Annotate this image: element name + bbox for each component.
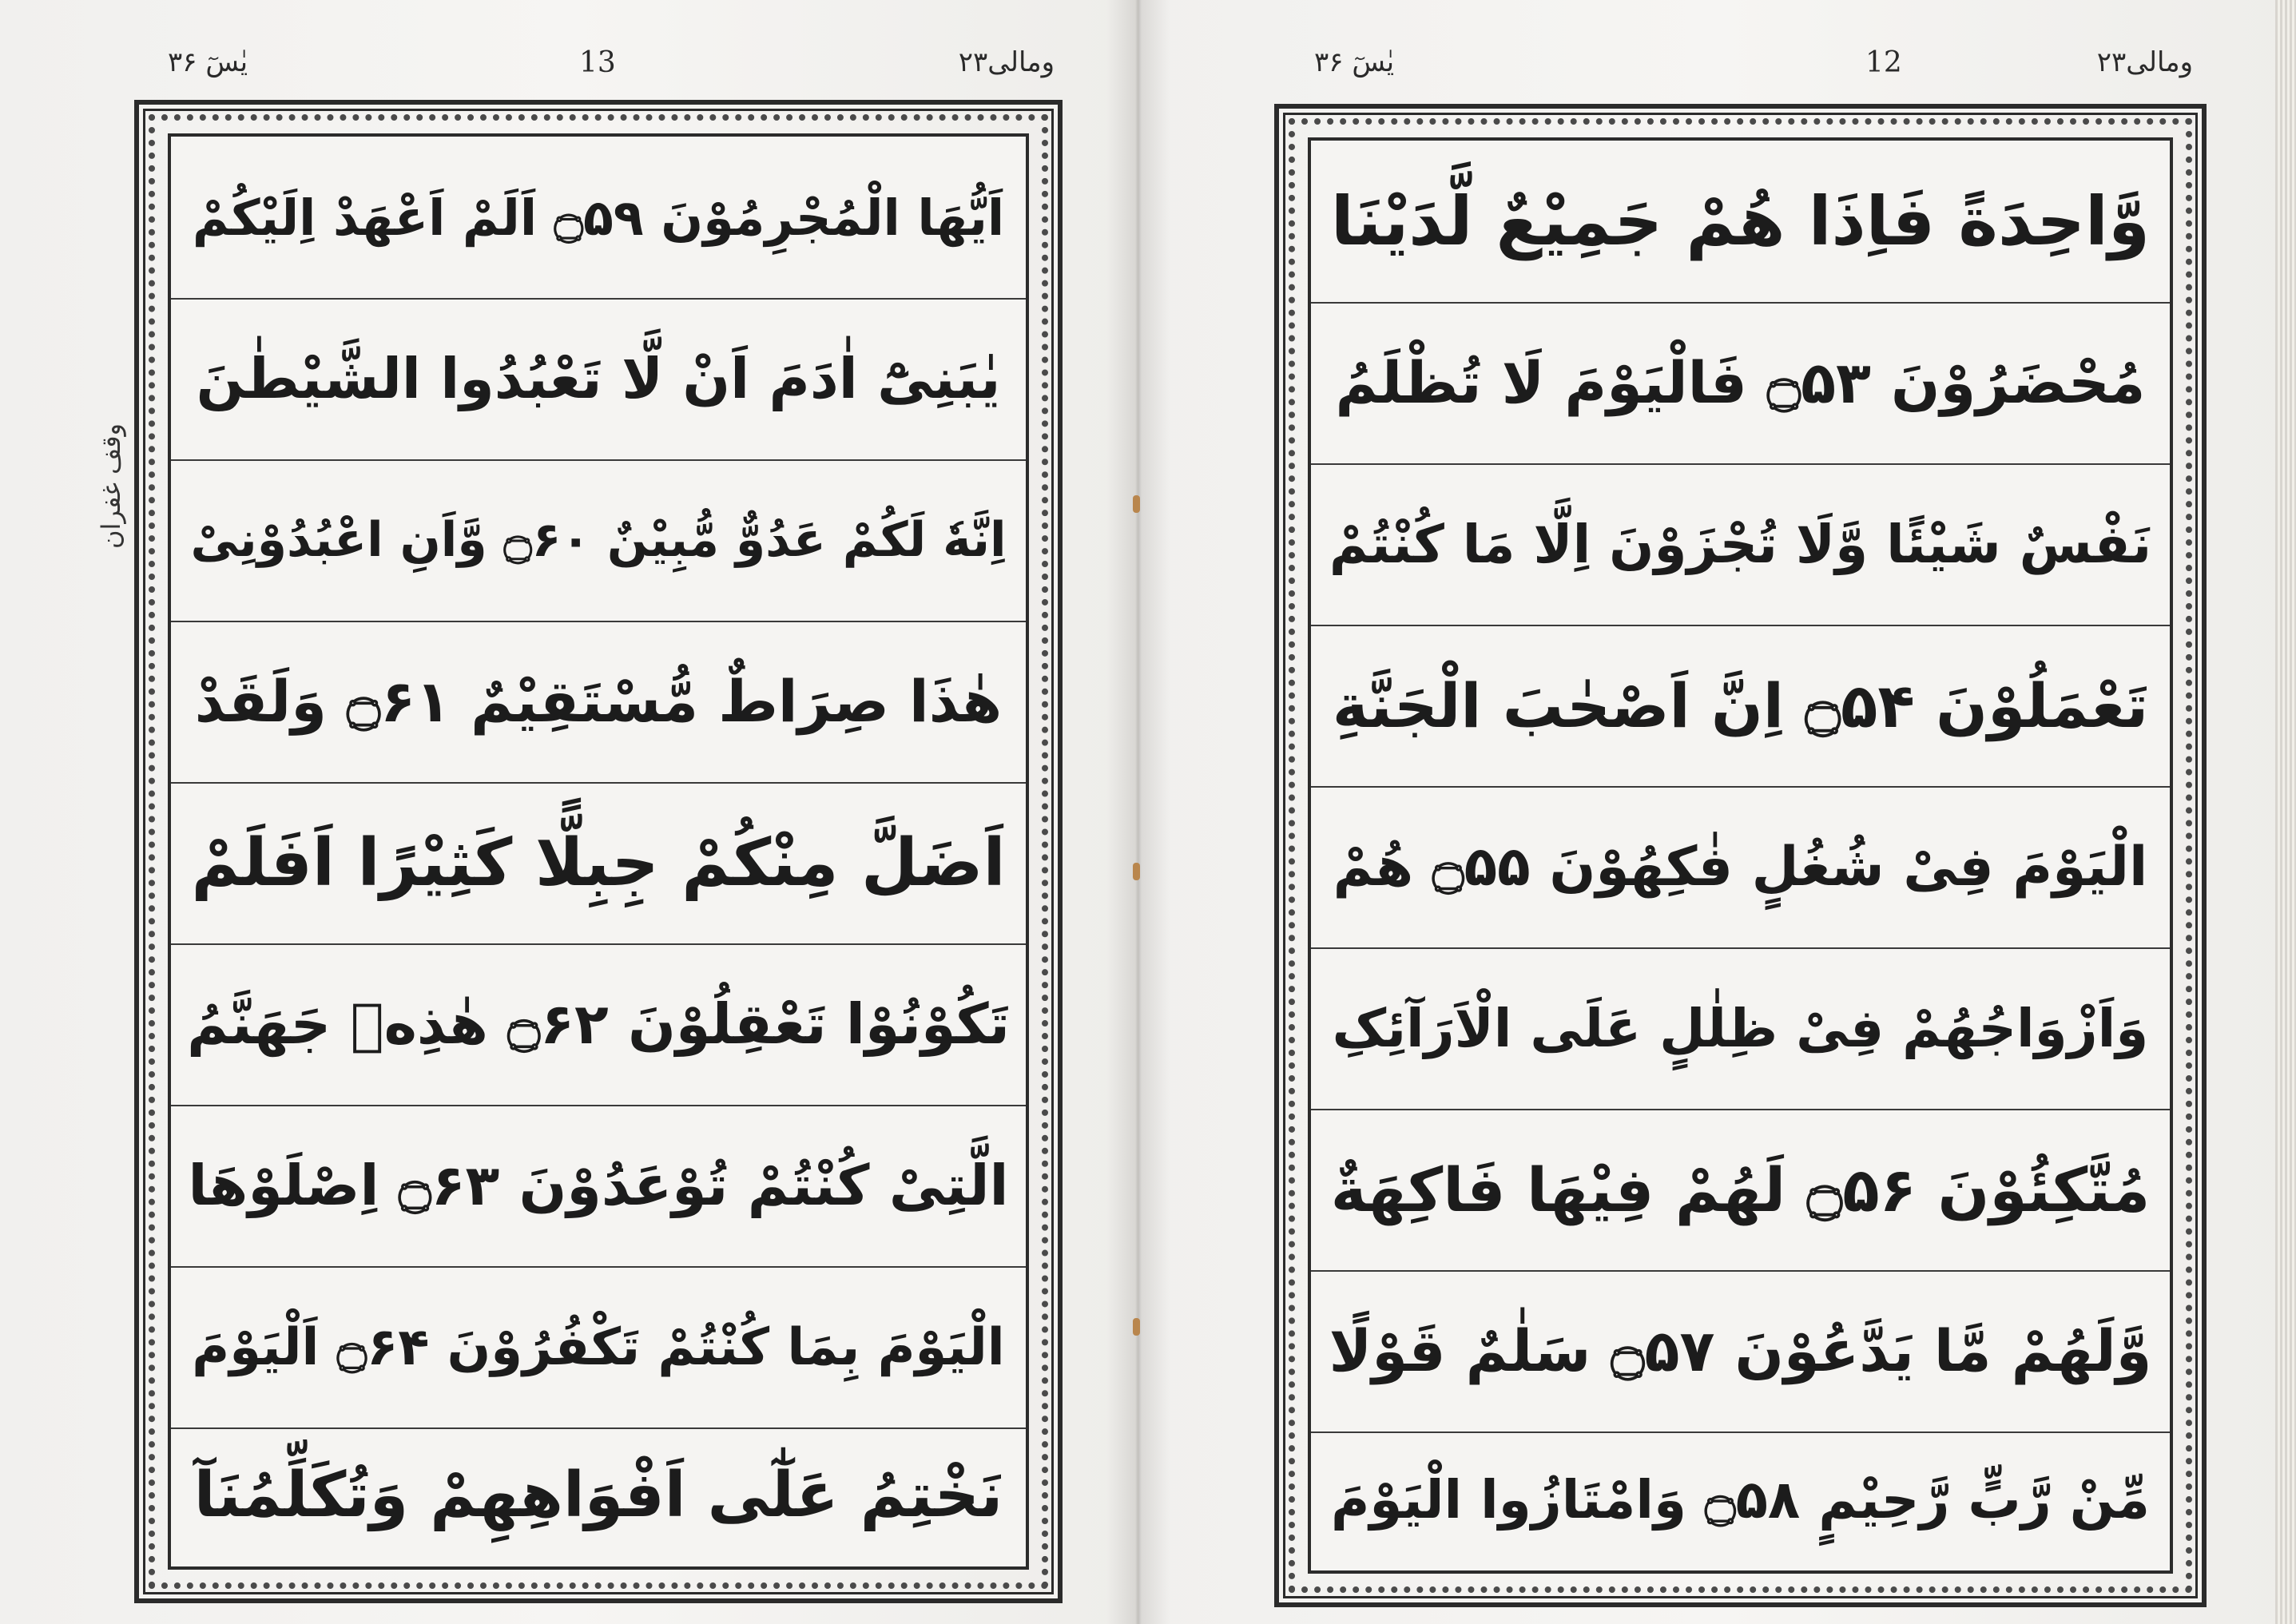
text-line: نَخْتِمُ عَلٰٓی اَفْوَاھِھِمْ وَتُکَلِّمُنَآ [193, 1459, 1003, 1531]
binding-stitch [1133, 495, 1140, 513]
text-line: مِّنْ رَّبٍّ رَّحِیْمٍ ۝۵۸ وَامْتَازُوا الْیَوْمَ [1331, 1468, 2150, 1531]
right-ornamental-border [1274, 104, 2207, 1607]
text-line: الْیَوْمَ فِیْ شُغُلٍ فٰکِھُوْنَ ۝۵۵ ھُمْ [1311, 786, 2170, 949]
left-text-panel [168, 133, 1029, 1570]
right-page-number: 12 [1865, 46, 1902, 79]
left-ornamental-border [134, 100, 1063, 1603]
right-para-label: ومالی۲۳ [2096, 46, 2193, 78]
right-surah-label: یٰسٓ ۳۶ [1314, 46, 1395, 78]
text-line: الْیَوْمَ بِمَا کُنْتُمْ تَکْفُرُوْنَ ۝۶۴ اَلْیَوْمَ [171, 1266, 1026, 1429]
text-line: نَفْسٌ شَیْئًا وَّلَا تُجْزَوْنَ اِلَّا مَا کُنْتُمْ [1311, 463, 2170, 626]
binding-stitch [1133, 863, 1140, 880]
page-stack-edge [2275, 0, 2296, 1624]
right-page [1138, 0, 2296, 1624]
text-line: اَیُّھَا الْمُجْرِمُوْنَ ۝۵۹ اَلَمْ اَعْھَدْ اِلَیْکُمْ [171, 137, 1026, 300]
left-page-number: 13 [579, 46, 616, 79]
left-page [0, 0, 1138, 1624]
text-line: مُحْضَرُوْنَ ۝۵۳ فَالْیَوْمَ لَا تُظْلَمُ [1311, 302, 2170, 465]
left-page-header [136, 46, 1055, 94]
text-line: وَّلَھُمْ مَّا یَدَّعُوْنَ ۝۵۷ سَلٰمٌ قَوْلًا [1311, 1270, 2170, 1433]
text-line: وَاَزْوَاجُھُمْ فِیْ ظِلٰلٍ عَلَی الْاَرَآئِکِ [1311, 947, 2170, 1110]
left-surah-label: یٰسٓ ۳۶ [168, 46, 248, 78]
text-line: وَّاحِدَةً فَاِذَا ھُمْ جَمِیْعٌ لَّدَیْنَا [1311, 141, 2170, 304]
left-para-label: ومالی۲۳ [958, 46, 1055, 78]
text-line: مُتَّکِئُوْنَ ۝۵۶ لَھُمْ فِیْھَا فَاکِھَةٌ [1311, 1109, 2170, 1272]
text-line: اِنَّهٗ لَکُمْ عَدُوٌّ مُّبِیْنٌ ۝۶۰ وَّاَنِ اعْبُدُوْنِیْ [171, 459, 1026, 622]
binding-stitch [1133, 1318, 1140, 1336]
text-line: اَضَلَّ مِنْکُمْ جِبِلًّا کَثِیْرًا اَفَلَمْ [171, 782, 1026, 945]
text-line: تَعْمَلُوْنَ ۝۵۴ اِنَّ اَصْحٰبَ الْجَنَّةِ [1311, 625, 2170, 788]
text-line: ھٰذَا صِرَاطٌ مُّسْتَقِیْمٌ ۝۶۱ وَلَقَدْ [171, 621, 1026, 784]
book-gutter [1106, 0, 1170, 1624]
text-line: تَکُوْنُوْا تَعْقِلُوْنَ ۝۶۲ ھٰذِهٖ جَھَنَّمُ [171, 943, 1026, 1106]
right-page-header [1274, 46, 2193, 94]
left-margin-note: وقف غفران [96, 423, 126, 550]
right-text-panel [1308, 137, 2173, 1574]
text-line: یٰبَنِیْٓ اٰدَمَ اَنْ لَّا تَعْبُدُوا الشَّیْطٰنَ [171, 298, 1026, 461]
text-line: الَّتِیْ کُنْتُمْ تُوْعَدُوْنَ ۝۶۳ اِصْلَوْھَا [171, 1105, 1026, 1268]
